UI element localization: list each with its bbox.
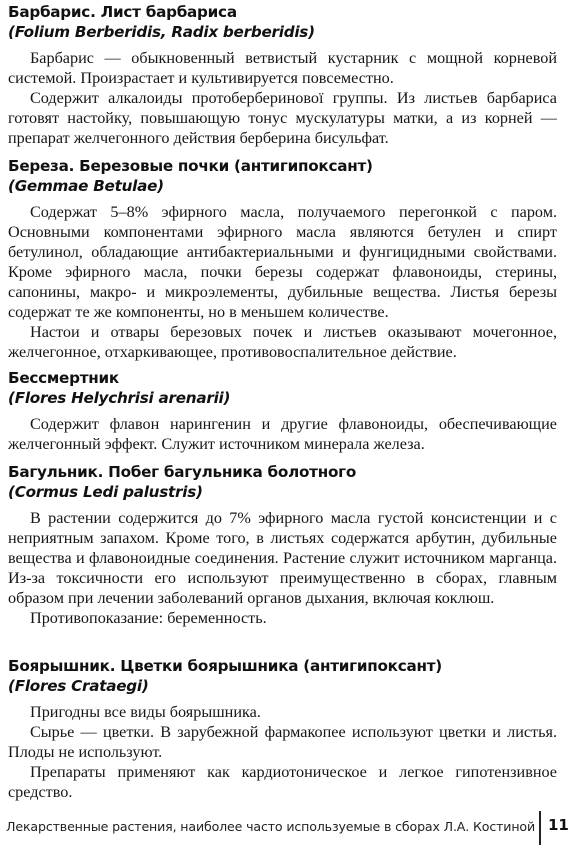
entry-latin-name: (Cormus Ledi palustris): [8, 483, 203, 501]
page-number: 11: [548, 816, 569, 834]
entry-latin-name: (Flores Crataegi): [8, 677, 149, 695]
entry-hawthorn: [8, 656, 557, 802]
entry-ledum: [8, 462, 557, 628]
footer-running-title: Лекарственные растения, наиболее часто используемые в сборах Л.А. Костиной: [6, 819, 535, 834]
entry-paragraph: Содержат 5–8% эфирного масла, получаемого перегонкой с паром. Основными компонентами эфирного масла являются бетулен и спирт бетулинол, обладающие антибактериальными и фунгицидными свойствами. Кроме эфирного масла, почки березы содержат флавоноиды, стерины, сапонины, макро- и микроэлементы, дубильные вещества. Листья березы содержат те же компоненты, но в меньшем количестве.: [8, 203, 557, 321]
entry-immortelle: [8, 368, 557, 454]
entry-title: Бессмертник: [8, 369, 119, 387]
entry-paragraph: Настои и отвары березовых почек и листьев оказывают мочегонное, желчегонное, отхаркивающее, противовоспалительное действие.: [8, 323, 557, 361]
entry-paragraph: Сырье — цветки. В зарубежной фармакопее используют цветки и листья. Плоды не используют.: [8, 723, 557, 761]
entry-title: Багульник. Побег багульника болотного: [8, 463, 356, 481]
entry-paragraph: Противопоказание: беременность.: [30, 609, 267, 627]
entry-paragraph: Содержит алкалоиды протоберберинової группы. Из листьев барбариса готовят настойку, повышающую тонус мускулатуры матки, а из корней — препарат желчегонного действия берберина бисульфат.: [8, 89, 557, 147]
entry-latin-name: (Folium Berberidis, Radix berberidis): [8, 23, 315, 41]
footer-divider: [539, 811, 541, 845]
page-footer: [0, 809, 569, 845]
entry-latin-name: (Flores Helychrisi arenarii): [8, 389, 231, 407]
entry-title: Барбарис. Лист барбариса: [8, 3, 237, 21]
entry-title: Береза. Березовые почки (антигипоксант): [8, 157, 373, 175]
entry-paragraph: В растении содержится до 7% эфирного масла густой консистенции и с неприятным запахом. Кроме того, в листьях содержатся арбутин, дубильные вещества и флавоноидные соединения. Растение служит источником марганца. Из-за токсичности его используют преимущественно в сборах, главным образом при лечении заболеваний органов дыхания, включая коклюш.: [8, 509, 557, 607]
entry-barberry: [8, 2, 557, 148]
entry-paragraph: Препараты применяют как кардиотоническое и легкое гипотензивное средство.: [8, 763, 557, 801]
entry-paragraph: Содержит флавон нарингенин и другие флавоноиды, обеспечивающие желчегонный эффект. Служит источником минерала железа.: [8, 415, 557, 453]
entry-paragraph: Пригодны все виды боярышника.: [30, 703, 261, 721]
entry-latin-name: (Gemmae Betulae): [8, 177, 164, 195]
entry-birch: [8, 156, 557, 362]
entry-paragraph: Барбарис — обыкновенный ветвистый кустарник с мощной корневой системой. Произрастает и культивируется повсеместно.: [8, 49, 557, 87]
entry-title: Боярышник. Цветки боярышника (антигипоксант): [8, 657, 442, 675]
